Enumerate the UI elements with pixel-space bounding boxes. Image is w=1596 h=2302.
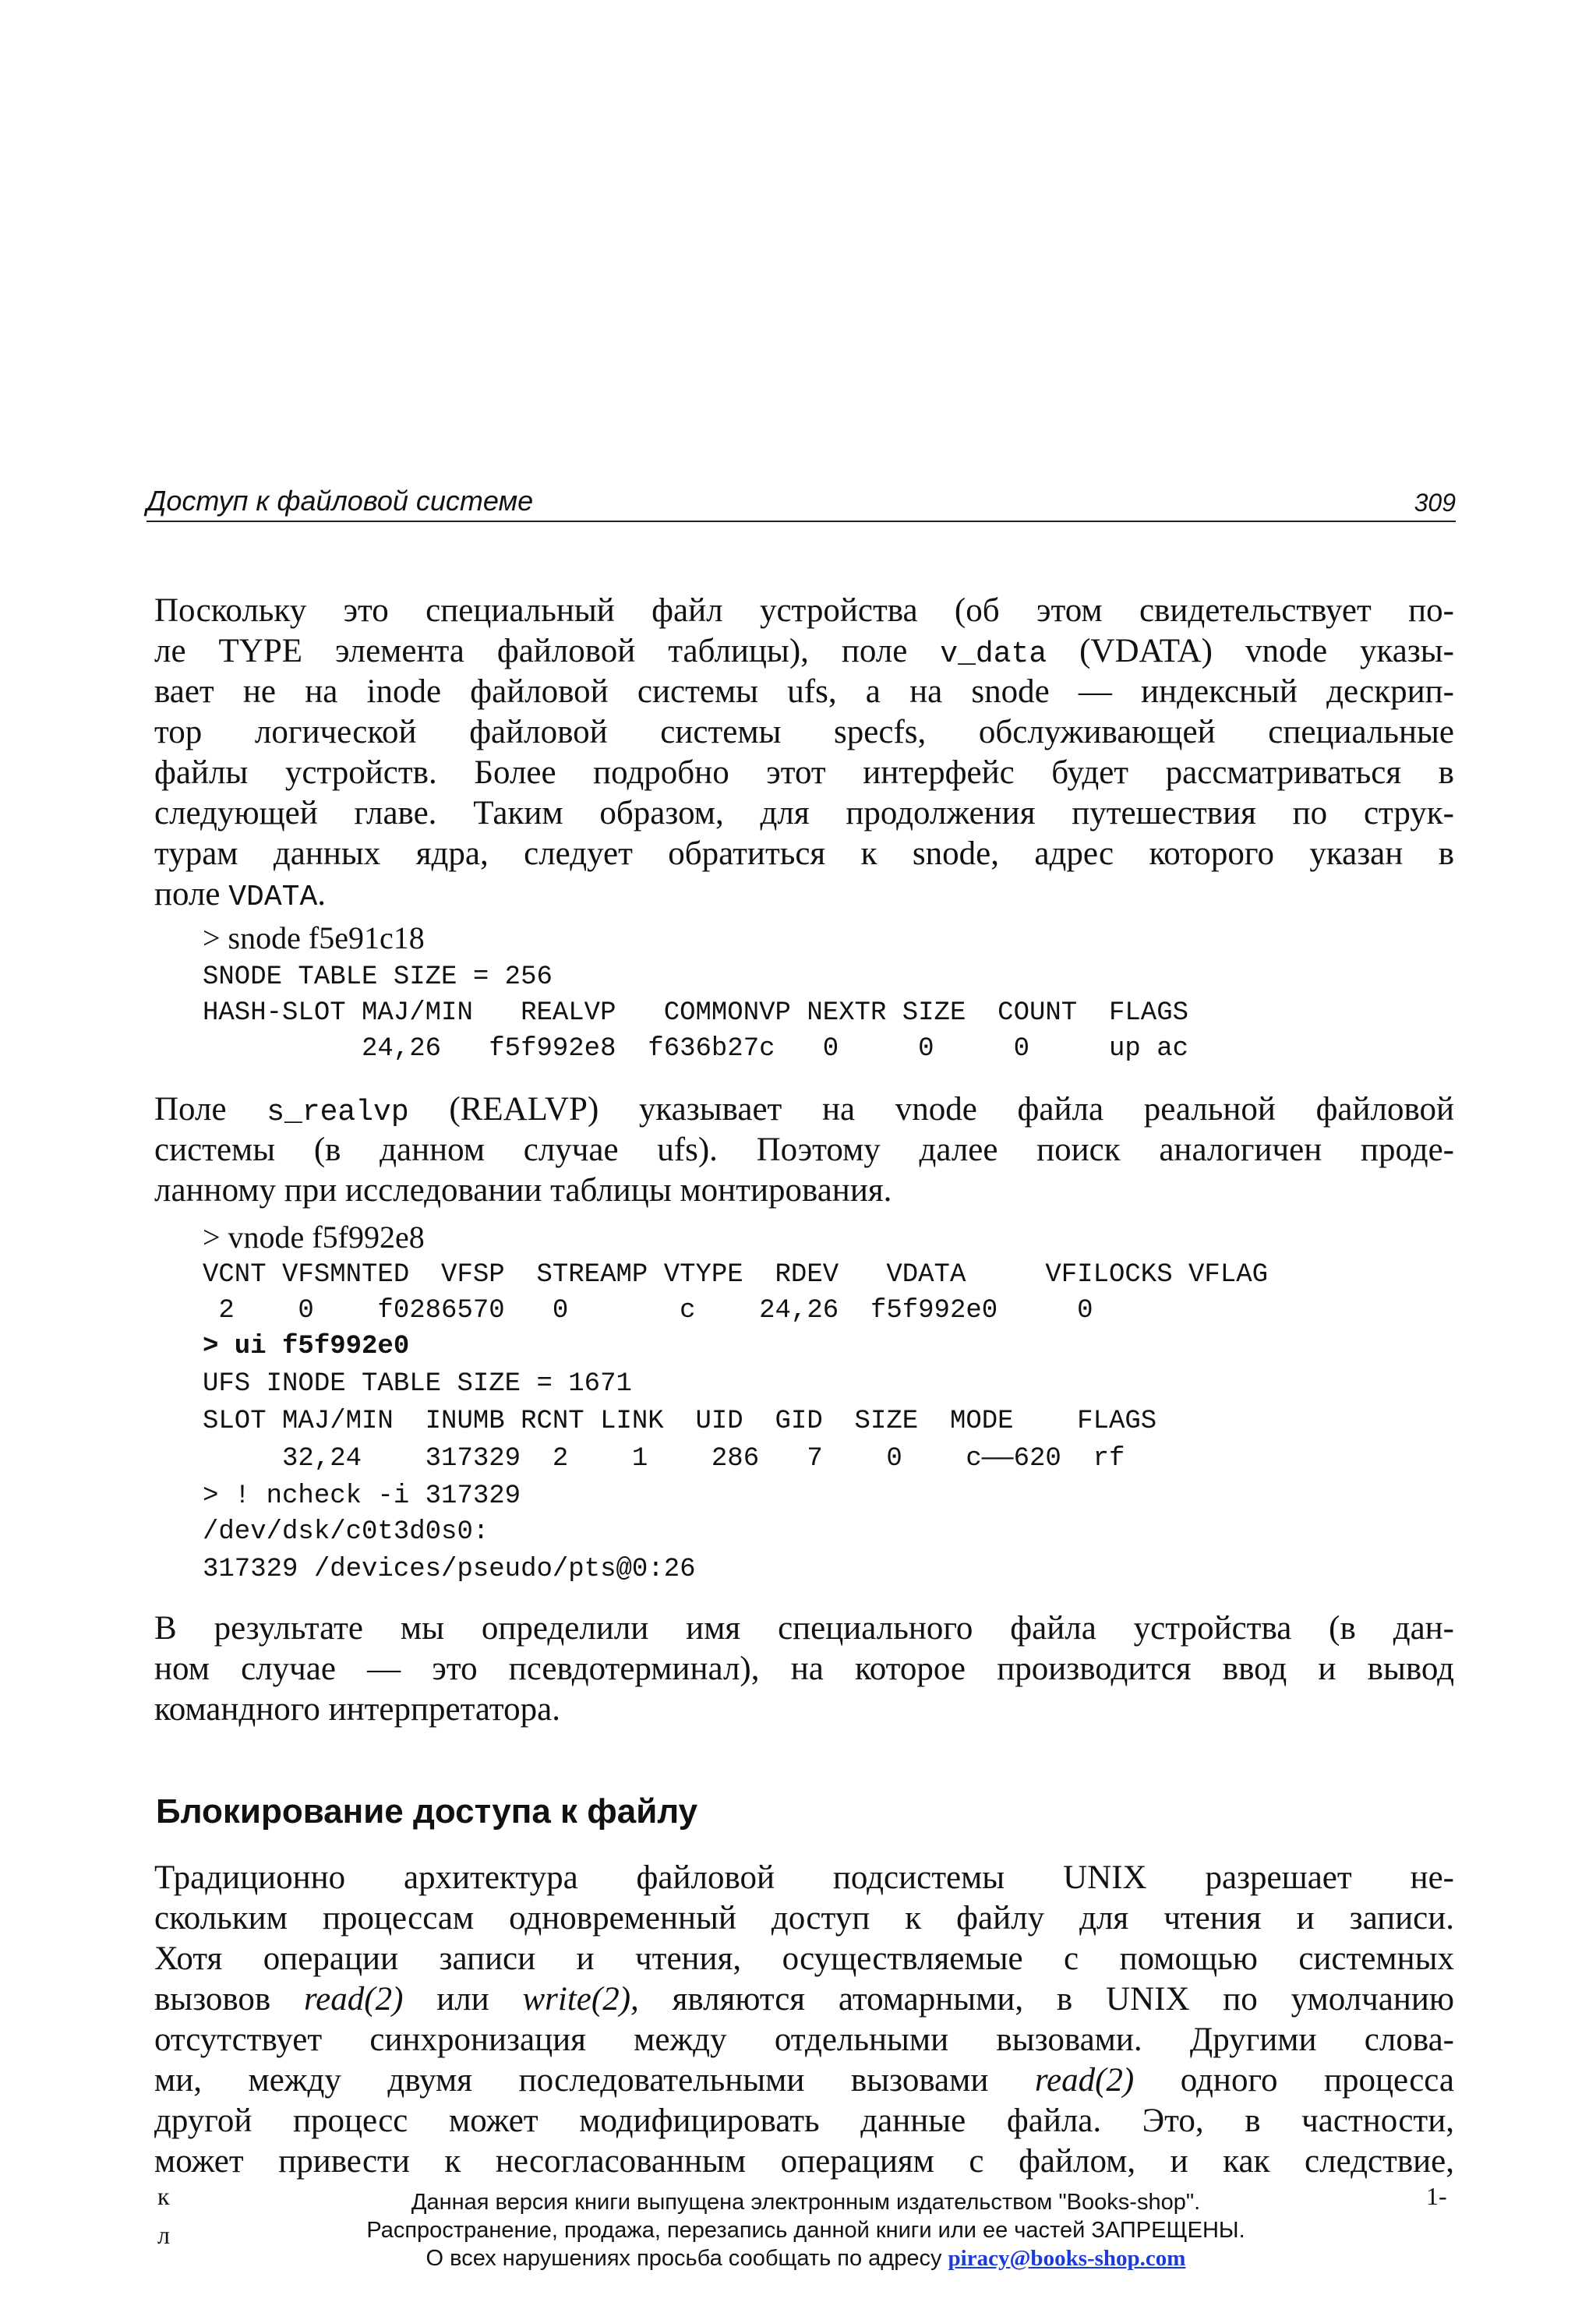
para1-line2	[154, 631, 1454, 675]
para4-line4	[154, 1979, 1454, 2020]
para4-line6-text-end: одного процесса	[1134, 2062, 1454, 2099]
footer-line3-text: О всех нарушениях просьба сообщать по адресу	[425, 2246, 948, 2271]
para1-line5: файлы устройств. Более подробно этот интерфейс будет рассматриваться в	[154, 754, 1454, 791]
para1-line3: вает не на inode файловой системы ufs, а на snode — индексный дескрип-	[154, 673, 1454, 710]
para4-line4-or: или	[403, 1981, 523, 2018]
code2-line10: 317329 /devices/pseudo/pts@0:26	[203, 1555, 696, 1584]
para3-line2: ном случае — это псевдотерминал), на которое производится ввод и вывод	[154, 1651, 1454, 1687]
footer-side-left-2: л	[157, 2221, 170, 2249]
para1-line4: тор логической файловой системы specfs, обслуживающей специальные	[154, 714, 1454, 750]
code1-line2: SNODE TABLE SIZE = 256	[203, 962, 553, 992]
footer-side-right: 1-	[1426, 2182, 1447, 2210]
footer-line3	[156, 2244, 1456, 2272]
para1-line8	[154, 874, 1454, 918]
para1-line8-text: поле	[154, 876, 229, 913]
para4-line4-text-end: являются атомарными, в UNIX по умолчанию	[638, 1981, 1454, 2018]
code-vdata: VDATA	[228, 881, 318, 914]
para2-line1-text-end: (REALVP) указывает на vnode файла реальной файловой	[408, 1091, 1455, 1128]
footer-side-left-1: к	[157, 2182, 170, 2210]
code2-line1: > vnode f5f992e8	[203, 1220, 425, 1255]
code2-line7: 32,24 317329 2 1 286 7 0 c——620 rf	[203, 1444, 1125, 1474]
footer-line2: Распространение, продажа, перезапись данной книги или ее частей ЗАПРЕЩЕНЫ.	[366, 2218, 1245, 2243]
para1-line1: Поскольку это специальный файл устройства (об этом свидетельствует по-	[154, 592, 1454, 629]
running-header	[147, 483, 1456, 522]
para1-line2-text: ле TYPE элемента файловой таблицы), поле	[154, 633, 941, 669]
code2-line5: UFS INODE TABLE SIZE = 1671	[203, 1369, 632, 1399]
para4-line3: Хотя операции записи и чтения, осуществляемые с помощью системных	[154, 1940, 1454, 1977]
para4-line7: другой процесс может модифицировать данные файла. Это, в частности,	[154, 2103, 1454, 2139]
para2-line1	[154, 1089, 1454, 1133]
para4-line6-text: ми, между двумя последовательными вызовами	[154, 2062, 1035, 2099]
para4-line8: может привести к несогласованным операциям с файлом, и как следствие,	[154, 2143, 1454, 2180]
section-heading: Блокирование доступа к файлу	[156, 1792, 698, 1831]
code1-line1: > snode f5e91c18	[203, 920, 425, 955]
page-number: 309	[1414, 489, 1456, 517]
code2-line3: 2 0 f0286570 0 c 24,26 f5f992e0 0	[203, 1296, 1093, 1326]
code1-line3: HASH-SLOT MAJ/MIN REALVP COMMONVP NEXTR SIZE COUNT FLAGS	[203, 998, 1189, 1028]
write-syscall: write(2),	[522, 1981, 639, 2018]
read-syscall: read(2)	[304, 1981, 404, 2018]
para3-line1: В результате мы определили имя специального файла устройства (в дан-	[154, 1610, 1454, 1647]
piracy-email-link[interactable]: piracy@books-shop.com	[948, 2246, 1186, 2271]
para4-line6	[154, 2060, 1454, 2101]
code2-line9: /dev/dsk/c0t3d0s0:	[203, 1517, 489, 1547]
read-syscall-2: read(2)	[1034, 2062, 1135, 2099]
para2-line2: системы (в данном случае ufs). Поэтому далее поиск аналогичен проде-	[154, 1132, 1454, 1168]
code-s-realvp: s_realvp	[267, 1096, 409, 1129]
code2-line4: > ui f5f992e0	[203, 1332, 410, 1361]
code1-line4: 24,26 f5f992e8 f636b27c 0 0 0 up ac	[203, 1034, 1189, 1064]
para2-line3: ланному при исследовании таблицы монтирования.	[154, 1172, 892, 1209]
footer-line1: Данная версия книги выпущена электронным издательством "Books-shop".	[411, 2190, 1201, 2215]
header-title: Доступ к файловой системе	[147, 485, 534, 517]
para3-line3: командного интерпретатора.	[154, 1691, 560, 1728]
para1-line6: следующей главе. Таким образом, для продолжения путешествия по струк-	[154, 795, 1454, 831]
code2-line2: VCNT VFSMNTED VFSP STREAMP VTYPE RDEV VDATA VFILOCKS VFLAG	[203, 1260, 1269, 1290]
code-v-data: v_data	[940, 637, 1047, 671]
code2-line6: SLOT MAJ/MIN INUMB RCNT LINK UID GID SIZE MODE FLAGS	[203, 1407, 1157, 1436]
para2-line1-text: Поле	[154, 1091, 267, 1128]
para4-line5: отсутствует синхронизация между отдельными вызовами. Другими слова-	[154, 2021, 1454, 2058]
para1-line2-text-end: (VDATA) vnode указы-	[1047, 633, 1455, 669]
code2-line8: > ! ncheck -i 317329	[203, 1481, 521, 1511]
para4-line4-text: вызовов	[154, 1981, 305, 2018]
para1-line7: турам данных ядра, следует обратиться к snode, адрес которого указан в	[154, 835, 1454, 872]
para1-line8-period: .	[317, 876, 327, 913]
para4-line2: скольким процессам одновременный доступ к файлу для чтения и записи.	[154, 1900, 1454, 1937]
para4-line1: Традиционно архитектура файловой подсистемы UNIX разрешает не-	[154, 1859, 1454, 1896]
